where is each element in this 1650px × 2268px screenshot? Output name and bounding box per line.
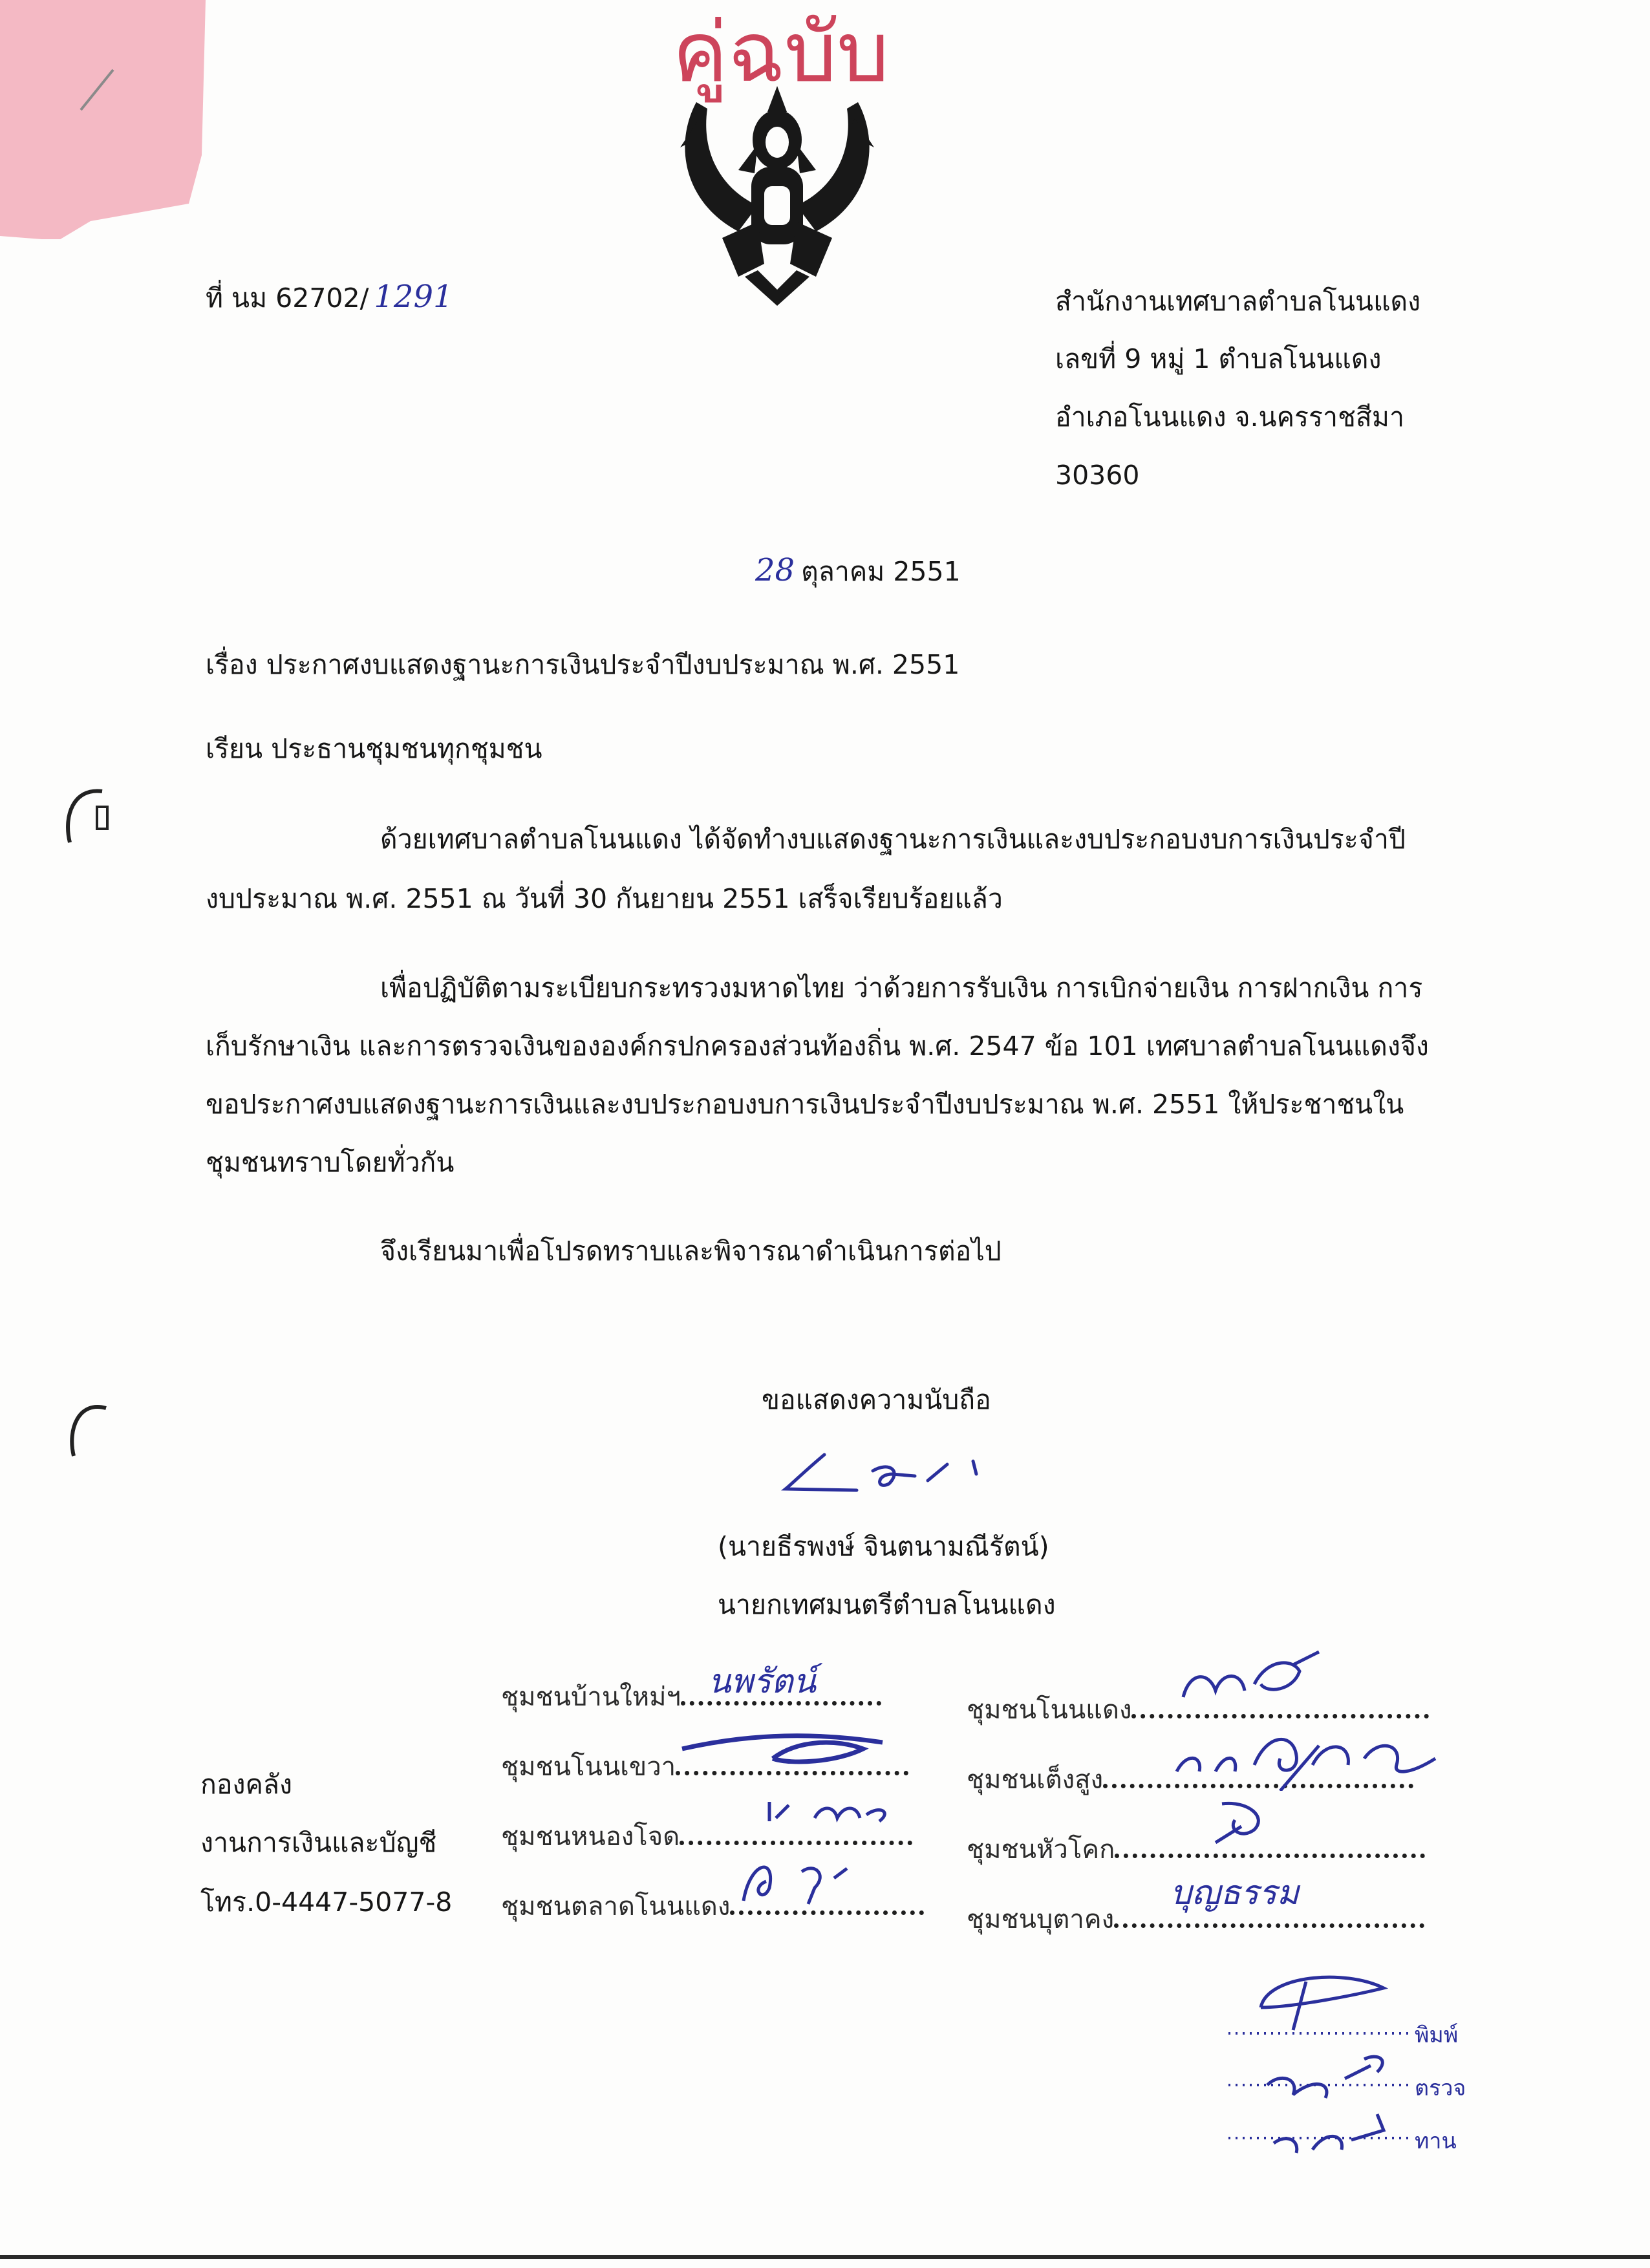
- community-signature: [731, 1849, 860, 1914]
- mayor-signature: [779, 1445, 1025, 1503]
- community-signature: [1164, 1720, 1461, 1791]
- paragraph-2-line-2: เก็บรักษาเงิน และการตรวจเงินขององค์กรปกครองส่วนท้องถิ่น พ.ศ. 2547 ข้อ 101 เทศบาลตำบลโนนแดงจึง: [206, 1031, 1429, 1062]
- garuda-emblem-icon: [661, 83, 894, 306]
- scan-edge: [0, 2255, 1650, 2259]
- paragraph-3: จึงเรียนมาเพื่อโปรดทราบและพิจารณาดำเนินการต่อไป: [380, 1236, 1002, 1267]
- date-day-handwritten: 28: [755, 552, 795, 588]
- salutation-line: เรียน ประธานชุมชนทุกชุมชน: [206, 733, 542, 764]
- community-signature: นพรัตน์: [708, 1662, 817, 1701]
- reference-label: ที่ นม 62702/: [206, 283, 369, 314]
- signer-position: นายกเทศมนตรีตำบลโนนแดง: [718, 1589, 1056, 1620]
- letter-date: [755, 552, 961, 588]
- community-signature: บุญธรรม: [1170, 1874, 1300, 1912]
- community-signature: [763, 1792, 918, 1837]
- community-signature: [1164, 1645, 1332, 1717]
- community-name: ชุมชนโนนเขวา: [501, 1752, 676, 1782]
- community-row: [501, 1676, 881, 1717]
- reference-line: [206, 279, 453, 315]
- department-section: งานการเงินและบัญชี: [200, 1827, 437, 1858]
- signer-name: (นายธีรพงษ์ จินตนามณีรัตน์): [718, 1531, 1049, 1562]
- community-name: ชุมชนบ้านใหม่ฯ: [501, 1682, 681, 1712]
- paragraph-1-line-2: งบประมาณ พ.ศ. 2551 ณ วันที่ 30 กันยายน 2551 เสร็จเรียบร้อยแล้ว: [206, 883, 1003, 914]
- address-line-3: อำเภอโนนแดง จ.นครราชสีมา: [1055, 401, 1404, 433]
- paragraph-2-line-4: ชุมชนทราบโดยทั่วกัน: [206, 1147, 455, 1178]
- punch-hole-mark: [59, 1396, 118, 1468]
- community-signature: [1196, 1791, 1287, 1849]
- punch-hole-mark: [57, 781, 115, 852]
- address-postcode: 30360: [1055, 460, 1140, 491]
- paragraph-1-line-1: ด้วยเทศบาลตำบลโนนแดง ได้จัดทำงบแสดงฐานะการเงินและงบประกอบงบการเงินประจำปี: [380, 824, 1406, 855]
- community-name: ชุมชนเต็งสูง: [967, 1765, 1104, 1795]
- reference-number: 1291: [374, 279, 453, 315]
- date-month-year: ตุลาคม 2551: [801, 556, 961, 587]
- routing-reviewed-label: ทาน: [1415, 2128, 1457, 2154]
- copy-stamp: คู่ฉบับ: [672, 5, 890, 101]
- sticky-note: [0, 0, 213, 239]
- routing-checked-label: ตรวจ: [1415, 2075, 1466, 2101]
- subject-line: เรื่อง ประกาศงบแสดงฐานะการเงินประจำปีงบประมาณ พ.ศ. 2551: [206, 649, 960, 680]
- paragraph-2-line-3: ขอประกาศงบแสดงฐานะการเงินและงบประกอบงบการเงินประจำปีงบประมาณ พ.ศ. 2551 ให้ประชาชนใน: [206, 1089, 1404, 1120]
- community-name: ชุมชนบุตาคง: [967, 1905, 1115, 1934]
- address-line-1: สำนักงานเทศบาลตำบลโนนแดง: [1055, 286, 1421, 317]
- department-name: กองคลัง: [200, 1769, 293, 1800]
- community-row: [501, 1885, 924, 1927]
- community-name: ชุมชนหัวโคก: [967, 1835, 1115, 1865]
- department-phone: โทร.0-4447-5077-8: [200, 1887, 453, 1918]
- community-signature: [676, 1720, 895, 1771]
- address-line-2: เลขที่ 9 หมู่ 1 ตำบลโนนแดง: [1055, 343, 1382, 374]
- closing-phrase: ขอแสดงความนับถือ: [762, 1384, 991, 1415]
- community-name: ชุมชนตลาดโนนแดง: [501, 1892, 731, 1921]
- community-name: ชุมชนโนนแดง: [967, 1695, 1132, 1725]
- routing-typed-label: พิมพ์: [1415, 2022, 1459, 2048]
- paragraph-2-line-1: เพื่อปฏิบัติตามระเบียบกระทรวงมหาดไทย ว่าด้วยการรับเงิน การเบิกจ่ายเงิน การฝากเงิน การ: [380, 972, 1423, 1003]
- community-name: ชุมชนหนองโจด: [501, 1822, 680, 1852]
